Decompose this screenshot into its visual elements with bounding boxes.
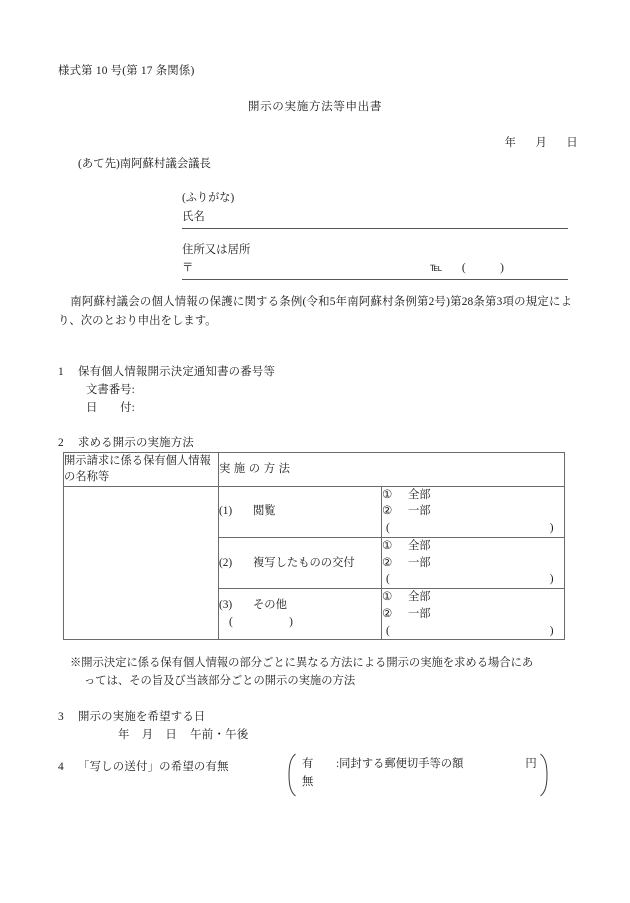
- method-name-cell-2: [219, 537, 382, 588]
- method-label-1: 閲覧: [253, 505, 276, 518]
- option-mark-partial-3: ②: [382, 607, 393, 620]
- section-2-title: 求める開示の実施方法: [78, 437, 194, 449]
- paren-close-3: ): [549, 624, 554, 637]
- address-label: 住所又は居所: [182, 244, 251, 256]
- section-1-heading: [58, 364, 275, 381]
- ordinance-paragraph: [58, 293, 572, 331]
- option-full-3[interactable]: [382, 589, 564, 606]
- method-number-1: (1): [219, 505, 233, 518]
- disclosure-method-table: [63, 452, 565, 640]
- option-label-full-1: 全部: [408, 488, 431, 501]
- copy-delivery-option-group: [286, 753, 550, 797]
- option-label-partial-3: 一部: [408, 607, 431, 620]
- method-name-cell-1: [219, 486, 382, 537]
- method-options-cell-2: [382, 537, 565, 588]
- method-paren-close-3: ): [289, 616, 294, 629]
- postal-code-mark: 〒: [182, 262, 194, 274]
- paren-open-3: (: [386, 624, 390, 637]
- option-partial-2[interactable]: [382, 555, 564, 572]
- option-label-partial-1: 一部: [408, 505, 431, 518]
- document-number-label: 文書番号:: [86, 384, 135, 396]
- copy-delivery-options: [297, 753, 539, 797]
- preferred-date-row[interactable]: [118, 727, 249, 744]
- telephone-group: [430, 260, 504, 277]
- section-4-title: 「写しの送付」の希望の有無: [78, 761, 229, 773]
- table-row: [64, 486, 565, 537]
- method-name-cell-3: [219, 589, 382, 640]
- method-number-2: (2): [219, 556, 233, 569]
- date-day-label: 日: [566, 137, 578, 149]
- option-detail-input-1[interactable]: [382, 520, 564, 537]
- option-detail-input-3[interactable]: [382, 623, 564, 640]
- paren-open-2: (: [386, 573, 390, 586]
- method-paren-open-3: (: [229, 616, 234, 629]
- table-footnote: [70, 654, 574, 691]
- document-number-row[interactable]: [86, 382, 135, 399]
- option-mark-full-3: ①: [382, 591, 393, 604]
- option-mark-full-2: ①: [382, 539, 393, 552]
- paren-close-2: ): [549, 573, 554, 586]
- copy-delivery-option-no[interactable]: [302, 773, 537, 791]
- copy-delivery-no-label: 無: [302, 776, 314, 789]
- section-1-number: 1: [58, 366, 64, 378]
- option-mark-partial-1: ②: [382, 505, 393, 518]
- brace-left-icon: [286, 753, 297, 797]
- preferred-date-month-label: 月: [141, 729, 154, 741]
- method-label-2: 複写したものの交付: [253, 556, 355, 569]
- option-detail-input-2[interactable]: [382, 571, 564, 588]
- information-name-input-cell[interactable]: [64, 486, 219, 639]
- table-footnote-line-2: っては、その旨及び当該部分ごとの開示の実施の方法: [84, 675, 356, 688]
- option-full-1[interactable]: [382, 487, 564, 504]
- method-options-cell-3: [382, 589, 565, 640]
- table-header-row: [64, 453, 565, 487]
- copy-delivery-yes-label: 有: [302, 758, 314, 770]
- section-3-number: 3: [58, 711, 64, 723]
- name-label: 氏名: [182, 211, 205, 223]
- section-2-number: 2: [58, 437, 64, 449]
- section-4-number: 4: [58, 761, 64, 773]
- method-options-cell-1: [382, 486, 565, 537]
- option-label-full-2: 全部: [408, 539, 431, 552]
- name-field-row[interactable]: [182, 209, 568, 229]
- section-2-heading: [58, 435, 194, 452]
- table-footnote-line-1: ※開示決定に係る保有個人情報の部分ごとに異なる方法による開示の実施を求める場合にあ: [70, 657, 534, 669]
- method-label-3: その他: [253, 599, 287, 612]
- option-partial-3[interactable]: [382, 606, 564, 623]
- area-code-paren-open: (: [461, 262, 467, 274]
- copy-delivery-yes-detail: :同封する郵便切手等の額: [336, 758, 464, 770]
- copy-delivery-option-yes[interactable]: [302, 755, 537, 773]
- notice-date-label: 日 付:: [86, 402, 135, 414]
- option-partial-1[interactable]: [382, 503, 564, 520]
- furigana-label: (ふりがな): [182, 192, 235, 204]
- column-header-method: 実施の方法: [219, 453, 565, 487]
- area-code-paren-close: ): [500, 262, 505, 274]
- brace-right-icon: [539, 753, 550, 797]
- ordinance-text: 南阿蘇村議会の個人情報の保護に関する条例(令和5年南阿蘇村条例第2号)第28条第3項の規定により、次のとおり申出をします。: [58, 296, 572, 327]
- notice-date-row[interactable]: [86, 400, 135, 417]
- paren-close-1: ): [549, 522, 554, 535]
- section-1-title: 保有個人情報開示決定通知書の番号等: [78, 366, 276, 378]
- option-full-2[interactable]: [382, 538, 564, 555]
- section-3-heading: [58, 709, 206, 726]
- addressee: (あて先)南阿蘇村議会議長: [78, 158, 211, 170]
- preferred-date-day-label: 日: [165, 729, 178, 741]
- method-other-input-3[interactable]: [219, 614, 381, 631]
- column-header-information-name: 開示請求に係る保有個人情報の名称等: [64, 453, 219, 487]
- option-mark-partial-2: ②: [382, 556, 393, 569]
- telephone-icon: ℡: [430, 262, 443, 274]
- option-label-partial-2: 一部: [408, 556, 431, 569]
- option-label-full-3: 全部: [408, 591, 431, 604]
- date-line: [505, 135, 578, 152]
- preferred-time-ampm-option[interactable]: 午前・午後: [190, 729, 249, 741]
- form-code: 様式第 10 号(第 17 条関係): [58, 65, 195, 77]
- preferred-date-year-label: 年: [118, 729, 130, 741]
- date-year-label: 年: [504, 137, 517, 149]
- section-4-heading: [58, 759, 229, 776]
- currency-unit-label: 円: [525, 758, 537, 770]
- method-number-3: (3): [219, 599, 233, 612]
- option-mark-full-1: ①: [382, 488, 393, 501]
- date-month-label: 月: [535, 137, 548, 149]
- section-3-title: 開示の実施を希望する日: [78, 711, 206, 723]
- address-field-row[interactable]: [182, 260, 568, 280]
- paren-open-1: (: [386, 522, 390, 535]
- page-title: 開示の実施方法等申出書: [247, 100, 383, 113]
